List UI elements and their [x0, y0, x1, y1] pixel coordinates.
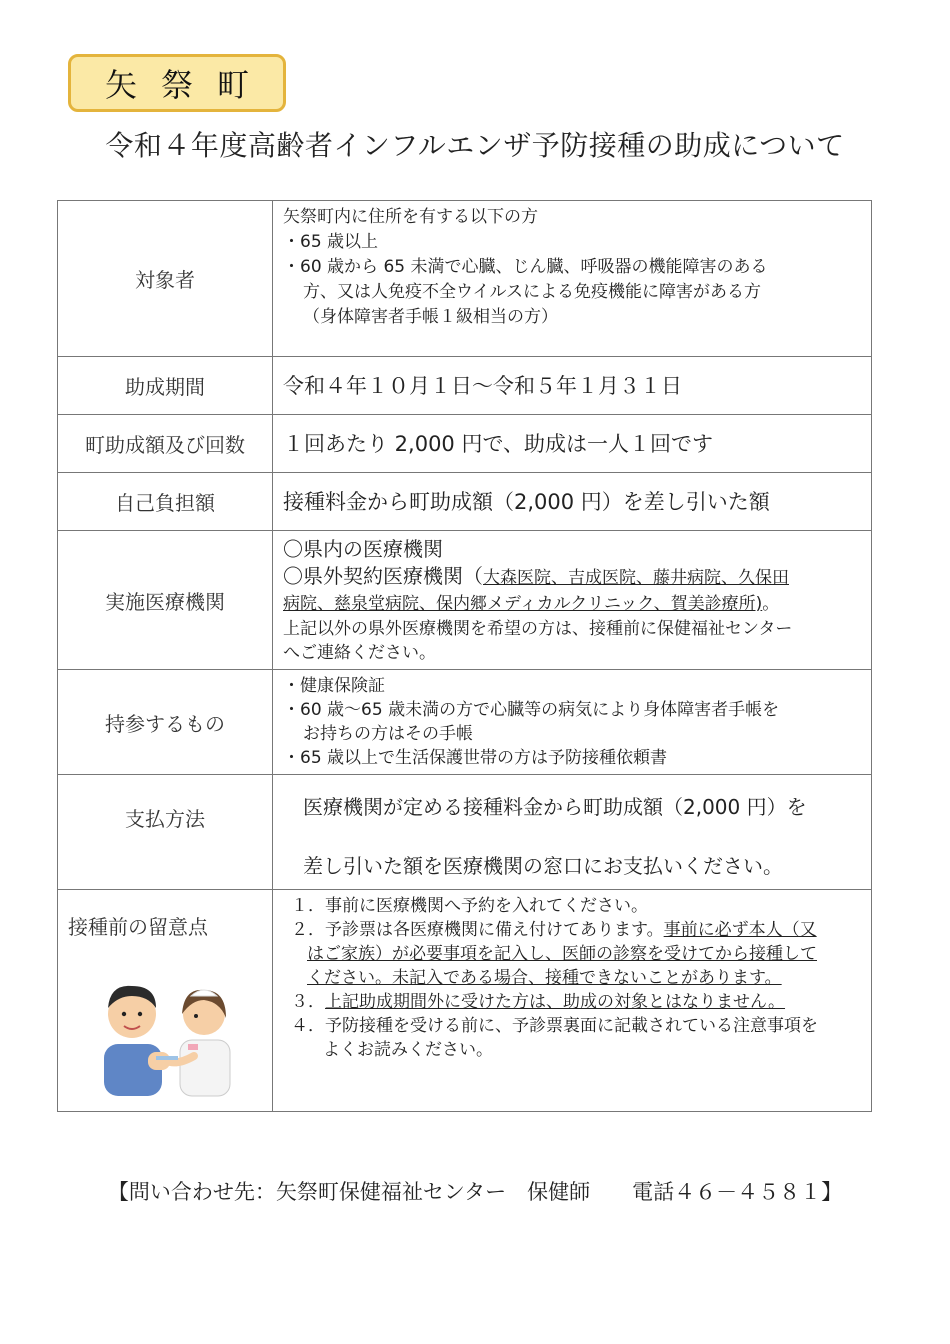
table-row: 接種前の留意点 １．事前に医療機関へ予約を入れてください。 ２．予診票は各医療機関に備え付けてあります。事前に必ず本人（又 はご家族）が必要事項を記入し、医師の診察を受けてから接種して ください。未記入である場合、接種できないことがあります。 ３．上記助成期間外に受けた方は、助成の対象とはなりません。 ４．予防接種を受ける前に、予診票裏面に記載されている注意事項を よくお読みください。 — [58, 890, 872, 1112]
info-table — [57, 200, 872, 1112]
target-content: 矢祭町内に住所を有する以下の方 ・65 歳以上 ・60 歳から 65 未満で心臓、じん臓、呼吸器の機能障害のある 方、又は人免疫不全ウイルスによる免疫機能に障害がある方 （身体障害者手帳１級相当の方） — [273, 201, 872, 357]
facility-list: 大森医院、吉成医院、藤井病院、久保田 — [483, 568, 789, 588]
table-row: 持参するもの ・健康保険証 ・60 歳～65 歳未満の方で心臓等の病気により身体障害者手帳を お持ちの方はその手帳 ・65 歳以上で生活保護世帯の方は予防接種依頼書 — [58, 670, 872, 775]
table-row — [58, 415, 872, 473]
town-name: 矢祭町 — [104, 66, 273, 104]
row-label-payment: 支払方法 — [58, 775, 273, 890]
table-row: 実施医療機関 〇県内の医療機関 〇県外契約医療機関（大森医院、吉成医院、藤井病院、久保田 病院、慈泉堂病院、保内郷メディカルクリニック、賀美診療所)。 上記以外の県外医療機関を希望の方は、接種前に保健福祉センター へご連絡ください。 — [58, 531, 872, 670]
row-label-amount: 町助成額及び回数 — [58, 415, 273, 473]
row-label-target: 対象者 — [58, 201, 273, 357]
row-label-notes: 接種前の留意点 — [68, 915, 208, 939]
period-text: 令和４年１０月１日～令和５年１月３１日 — [283, 373, 682, 398]
amount-text: １回あたり 2,000 円で、助成は一人１回です — [283, 431, 714, 456]
row-label-bring: 持参するもの — [58, 670, 273, 775]
town-badge — [68, 54, 286, 112]
table-row — [58, 201, 872, 357]
table-row — [58, 357, 872, 415]
row-label-facilities: 実施医療機関 — [58, 531, 273, 670]
page-title: 令和４年度高齢者インフルエンザ予防接種の助成について — [105, 129, 845, 162]
contact-footer: 【問い合わせ先：矢祭町保健福祉センター 保健師 電話４６－４５８１】 — [107, 1180, 843, 1204]
row-label-period: 助成期間 — [58, 357, 273, 415]
row-label-self-pay: 自己負担額 — [58, 473, 273, 531]
vaccination-illustration — [96, 974, 236, 1099]
table-row: 支払方法 医療機関が定める接種料金から町助成額（2,000 円）を 差し引いた額を医療機関の窓口にお支払いください。 — [58, 775, 872, 890]
table-row — [58, 473, 872, 531]
self-pay-text: 接種料金から町助成額（2,000 円）を差し引いた額 — [283, 489, 770, 514]
